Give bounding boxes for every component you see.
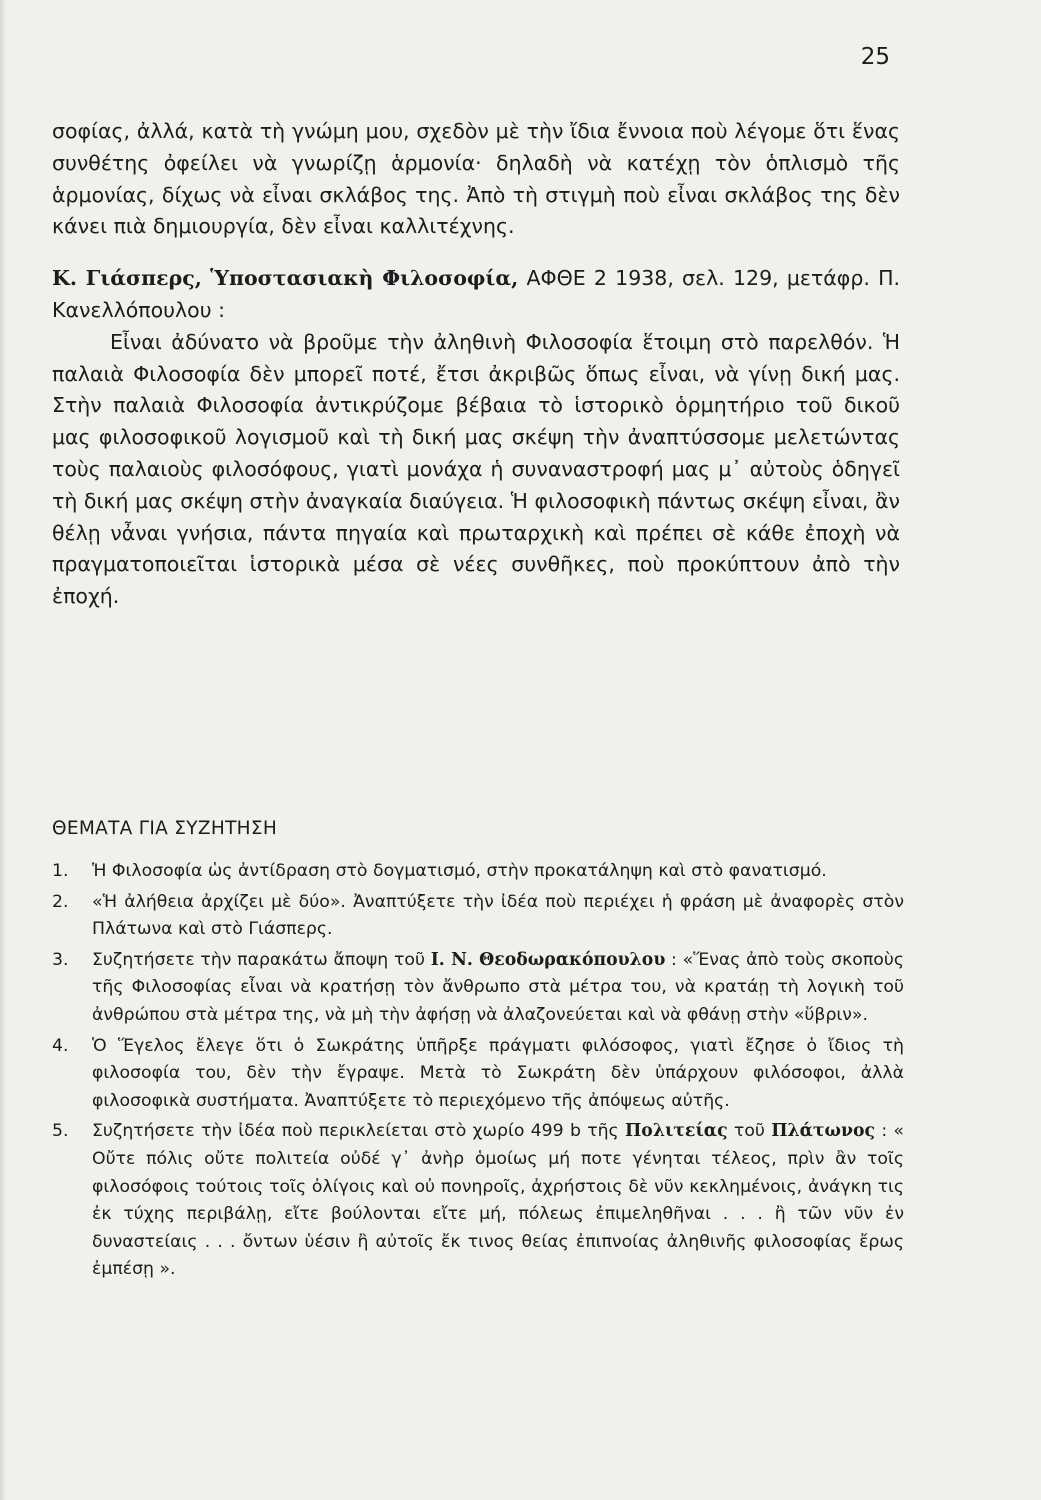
reference-author: Κ. Γιάσπερς, [52, 266, 202, 291]
topic-text-part: : « Οὔτε πόλις οὔτε πολιτεία οὐδέ γ᾽ ἀνὴρ ὁμοίως μή ποτε γένηται τέλεος, πρὶν ἂν τοῖς φιλοσόφοις τούτοις τοῖς ὀλίγοις καὶ οὐ πονηροῖς, ἀχρήστοις δὲ νῦν κεκλημένοις, ἀνάγκη τις ἐκ τύχης περιβάλῃ, εἴτε βούλονται εἴτε μή, πόλεως ἐπιμεληθῆναι . . . ἢ τῶν νῦν ἐν δυναστείαις . . . ὄντων ὑέσιν ἢ αὐτοῖς ἔκ τινος θείας ἐπιπνοίας ἀληθινῆς φιλοσοφίας ἔρως ἐμπέσῃ ». [92, 1121, 905, 1280]
topic-text-part: Συζητήσετε τὴν παρακάτω ἄποψη τοῦ [92, 949, 431, 970]
topic-number: 3. [52, 949, 69, 970]
discussion-topics [52, 858, 904, 1287]
topic-item [52, 947, 904, 1030]
topic-text: Ὁ Ἕγελος ἔλεγε ὅτι ὁ Σωκράτης ὑπῆρξε πράγματι φιλόσοφος, γιατὶ ἔζησε ὁ ἴδιος τὴ φιλοσοφία του, δὲν τὴν ἔγραψε. Μετὰ τὸ Σωκράτη δὲν ὑπάρχουν φιλόσοφοι, ἀλλὰ φιλοσοφικὰ συστήματα. Ἀναπτύξετε τὸ περιεχόμενο τῆς ἀπόψεως αὐτῆς. [92, 1035, 904, 1111]
topic-item [52, 889, 904, 944]
quote-paragraph: Εἶναι ἀδύνατο νὰ βροῦμε τὴν ἀληθινὴ Φιλοσοφία ἕτοιμη στὸ παρελθόν. Ἡ παλαιὰ Φιλοσοφία δὲν μπορεῖ ποτέ, ἔτσι ἀκριβῶς ὅπως εἶναι, νὰ γίνῃ δική μας. Στὴν παλαιὰ Φιλοσοφία ἀντικρύζομε βέβαια τὸ ἱστορικὸ ὁρμητήριο τοῦ δικοῦ μας φιλοσοφικοῦ λογισμοῦ καὶ τὴ δική μας σκέψη τὴν ἀναπτύσσομε μελετώντας τοὺς παλαιοὺς φιλοσόφους, γιατὶ μονάχα ἡ συναναστροφή μας μ᾽ αὐτοὺς ὁδηγεῖ τὴ δική μας σκέψη στὴν ἀναγκαία διαύγεια. Ἡ φιλοσοφικὴ πάντως σκέψη εἶναι, ἂν θέλῃ νἆναι γνήσια, πάντα πηγαία καὶ πρωταρχικὴ καὶ πρέπει σὲ κάθε ἐποχὴ νὰ πραγματοποιεῖται ἱστορικὰ μέσα σὲ νέες συνθῆκες, ποὺ προκύπτουν ἀπὸ τὴν ἐποχή. [52, 329, 900, 609]
quote-block [52, 327, 900, 613]
scan-edge-shadow [0, 0, 6, 1500]
topic-item [52, 1118, 904, 1284]
topic-item [52, 858, 904, 886]
main-text [52, 116, 900, 613]
topic-number: 4. [52, 1035, 69, 1056]
topic-cited-work: Πολιτείας [624, 1121, 728, 1142]
reference-title: Ὑποστασιακὴ Φιλοσοφία, [210, 266, 519, 291]
topic-number: 2. [52, 891, 69, 912]
intro-paragraph: σοφίας, ἀλλά, κατὰ τὴ γνώμη μου, σχεδὸν μὲ τὴν ἴδια ἔννοια ποὺ λέγομε ὅτι ἕνας συνθέτης ὀφείλει νὰ γνωρίζῃ ἁρμονία· δηλαδὴ νὰ κατέχῃ τὸν ὁπλισμὸ τῆς ἁρμονίας, δίχως νὰ εἶναι σκλάβος της. Ἀπὸ τὴ στιγμὴ ποὺ εἶναι σκλάβος της δὲν κάνει πιὰ δημιουργία, δὲν εἶναι καλλιτέχνης. [52, 119, 900, 239]
topic-text-part: τοῦ [727, 1121, 772, 1142]
topic-cited-author: Ι. Ν. Θεοδωρακόπουλου [430, 949, 666, 970]
discussion-heading: ΘΕΜΑΤΑ ΓΙΑ ΣΥΖΗΤΗΣΗ [52, 818, 278, 839]
reference-citation [52, 263, 900, 327]
topic-text-part: Συζητήσετε τὴν ἰδέα ποὺ περικλείεται στὸ χωρίο 499 b τῆς [92, 1121, 625, 1142]
reference-details: ΑΦΘΕ 2 1938, σελ. 129, μετάφρ. Π. Κανελλόπουλου : [52, 266, 900, 322]
topic-number: 1. [52, 861, 69, 881]
topic-text: Ἡ Φιλοσοφία ὡς ἀντίδραση στὸ δογματισμό, στὴν προκατάληψη καὶ στὸ φανατισμό. [92, 861, 827, 881]
topic-cited-author: Πλάτωνος [771, 1121, 876, 1142]
topic-text: «Ἡ ἀλήθεια ἀρχίζει μὲ δύο». Ἀναπτύξετε τὴν ἰδέα ποὺ περιέχει ἡ φράση μὲ ἀναφορὲς στὸν Πλάτωνα καὶ στὸ Γιάσπερς. [92, 891, 904, 940]
page-number: 25 [860, 44, 890, 70]
topic-text-part: : «Ἕνας ἀπὸ τοὺς σκοποὺς τῆς Φιλοσοφίας εἶναι νὰ κρατήσῃ τὸν ἄνθρωπο στὰ μέτρα του, νὰ κρατάῃ τὴ λογικὴ τοῦ ἀνθρώπου στὰ μέτρα της, νὰ μὴ τὴν ἀφήσῃ νὰ ἀλαζονεύεται καὶ νὰ φθάνῃ στὴν «ὕβριν». [92, 949, 904, 1025]
topic-item [52, 1033, 904, 1116]
topic-text [92, 1118, 904, 1284]
topic-text [92, 947, 904, 1030]
topic-number: 5. [52, 1121, 69, 1142]
